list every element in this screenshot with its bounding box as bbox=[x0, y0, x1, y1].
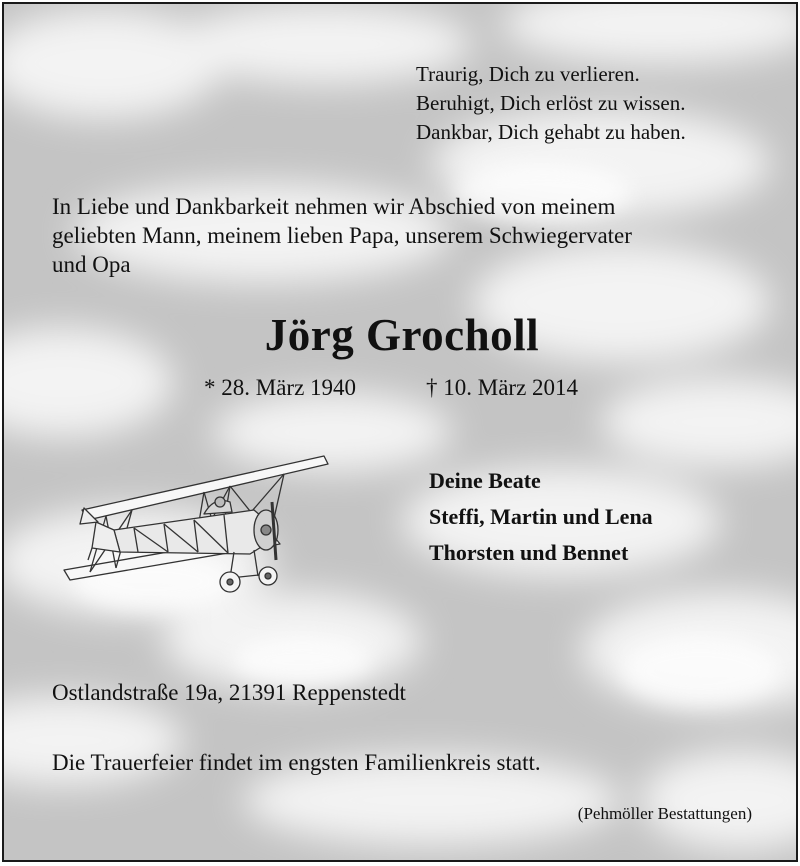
obituary-card bbox=[2, 2, 798, 862]
motto-verse bbox=[416, 60, 686, 147]
death-date: † 10. März 2014 bbox=[426, 375, 579, 400]
intro-line: In Liebe und Dankbarkeit nehmen wir Abschied von meinem bbox=[52, 194, 616, 219]
intro-line: und Opa bbox=[52, 252, 131, 277]
mourners-list bbox=[429, 463, 653, 571]
deceased-name: Jörg Grocholl bbox=[264, 310, 540, 360]
family-address: Ostlandstraße 19a, 21391 Reppenstedt bbox=[52, 680, 406, 705]
mourner-entry: Steffi, Martin und Lena bbox=[429, 504, 653, 529]
motto-line: Traurig, Dich zu verlieren. bbox=[416, 62, 640, 86]
intro-line: geliebten Mann, meinem lieben Papa, unserem Schwiegervater bbox=[52, 223, 632, 248]
birth-date: * 28. März 1940 bbox=[204, 375, 357, 400]
motto-line: Dankbar, Dich gehabt zu haben. bbox=[416, 120, 686, 144]
biplane-icon bbox=[54, 452, 334, 607]
mourner-entry: Deine Beate bbox=[429, 468, 541, 493]
funeral-notice: Die Trauerfeier findet im engsten Familienkreis statt. bbox=[52, 750, 541, 775]
motto-line: Beruhigt, Dich erlöst zu wissen. bbox=[416, 91, 686, 115]
intro-text bbox=[52, 192, 752, 279]
undertaker-credit: (Pehmöller Bestattungen) bbox=[577, 804, 752, 823]
mourner-entry: Thorsten und Bennet bbox=[429, 540, 629, 565]
